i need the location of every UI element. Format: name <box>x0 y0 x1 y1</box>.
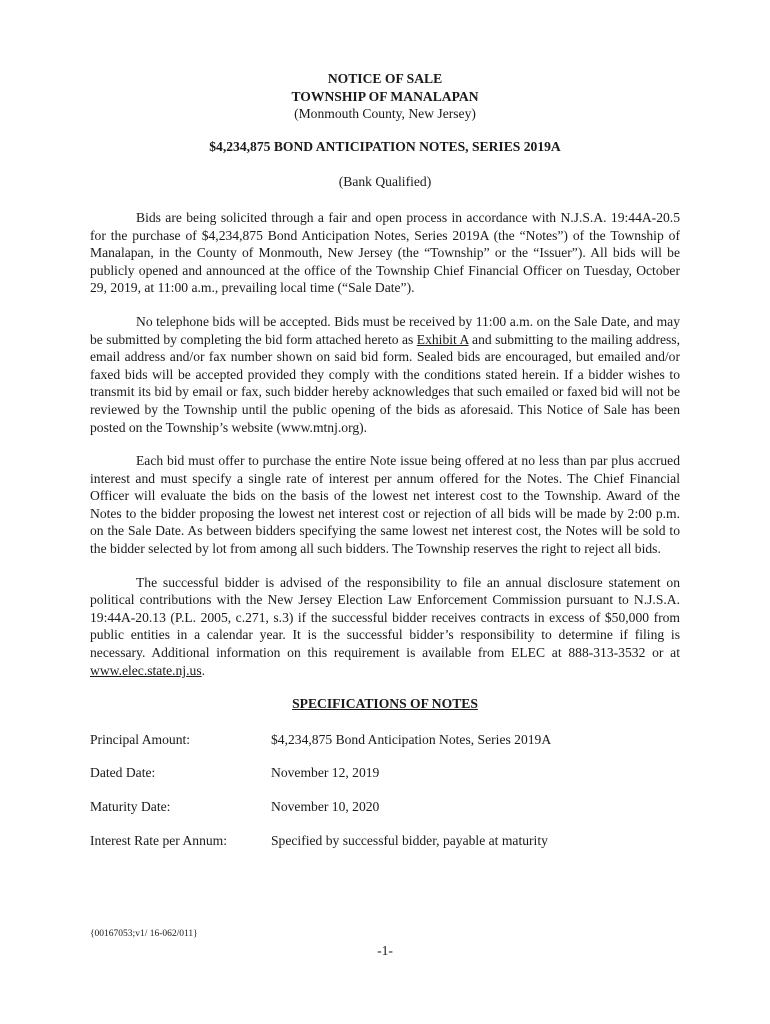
spec-value: November 12, 2019 <box>271 765 380 781</box>
spec-row-dated-date <box>90 764 680 782</box>
bank-qualified-note: (Bank Qualified) <box>338 174 432 190</box>
document-page <box>90 70 680 849</box>
spec-label: Dated Date: <box>90 765 156 781</box>
township-title: TOWNSHIP OF MANALAPAN <box>291 88 479 104</box>
spec-row-interest-rate <box>90 832 680 850</box>
paragraph-text: . <box>201 662 206 678</box>
paragraph-disclosure <box>90 574 680 680</box>
title-block <box>90 70 680 105</box>
spec-label: Interest Rate per Annum: <box>90 832 228 848</box>
spec-value: Specified by successful bidder, payable at maturity <box>271 832 548 848</box>
spec-value: $4,234,875 Bond Anticipation Notes, Series 2019A <box>271 731 552 747</box>
county-subtitle: (Monmouth County, New Jersey) <box>294 106 476 122</box>
paragraph-bid-evaluation: Each bid must offer to purchase the entire Note issue being offered at no less than par plus accrued interest and must specify a single rate of interest per annum offered for the Notes. The Chief Financial Officer will evaluate the bids on the basis of the lowest net interest cost to the Township. Award of the Notes to the bidder proposing the lowest net interest cost or rejection of all bids will be made by 2:00 p.m. on the Sale Date. As between bidders specifying the same lowest net interest cost, the Notes will be sold to the bidder selected by lot from among all such bidders. The Township reserves the right to reject all bids. <box>90 453 680 557</box>
paragraph-text: and submitting to the mailing address, email address and/or fax number shown on said bid form. Sealed bids are encouraged, but emailed and/or faxed bids will be accepted provided they comply with the conditions stated herein. If a bidder wishes to transmit its bid by email or fax, such bidder hereby acknowledges that such emailed or faxed bid will not be reviewed by the Township until the public opening of the bids as aforesaid. This Notice of Sale has been posted on the Township’s website (www.mtnj.org). <box>90 331 680 435</box>
exhibit-a-reference: Exhibit A <box>416 331 469 347</box>
issue-title: $4,234,875 BOND ANTICIPATION NOTES, SERIES 2019A <box>209 138 561 154</box>
spec-row-principal <box>90 731 680 749</box>
notice-title: NOTICE OF SALE <box>327 71 443 86</box>
spec-row-maturity-date <box>90 798 680 816</box>
paragraph-bid-submission <box>90 313 680 436</box>
paragraph-text: No telephone bids will be accepted. Bids must be received by 11:00 a.m. on the Sale Date, and may be submitted by completing the bid form attached hereto as <box>90 313 680 347</box>
spec-label: Principal Amount: <box>90 731 191 747</box>
page-number: -1- <box>377 943 393 958</box>
elec-website-link[interactable]: www.elec.state.nj.us <box>90 662 202 678</box>
specifications-heading: SPECIFICATIONS OF NOTES <box>292 696 478 712</box>
paragraph-text: The successful bidder is advised of the responsibility to file an annual disclosure statement on political contributions with the New Jersey Election Law Enforcement Commission pursuant to N.J.S.A. 19:44A-20.13 (P.L. 2005, c.271, s.3) if the successful bidder receives contracts in excess of $50,000 from public entities in a calendar year. It is the successful bidder’s responsibility to determine if filing is necessary. Additional information on this requirement is available from ELEC at 888-313-3532 or at <box>90 574 680 661</box>
spec-label: Maturity Date: <box>90 799 171 814</box>
paragraph-bid-solicitation: Bids are being solicited through a fair and open process in accordance with N.J.S.A. 19:44A-20.5 for the purchase of $4,234,875 Bond Anticipation Notes, Series 2019A (the “Notes”) of the Township of Manalapan, in the County of Monmouth, New Jersey (the “Township” or the “Issuer”). All bids will be publicly opened and announced at the office of the Township Chief Financial Officer on Tuesday, October 29, 2019, at 11:00 a.m., prevailing local time (“Sale Date”). <box>90 209 680 296</box>
spec-value: November 10, 2020 <box>271 799 380 814</box>
document-id: {00167053;v1/ 16-062/011} <box>90 929 198 939</box>
